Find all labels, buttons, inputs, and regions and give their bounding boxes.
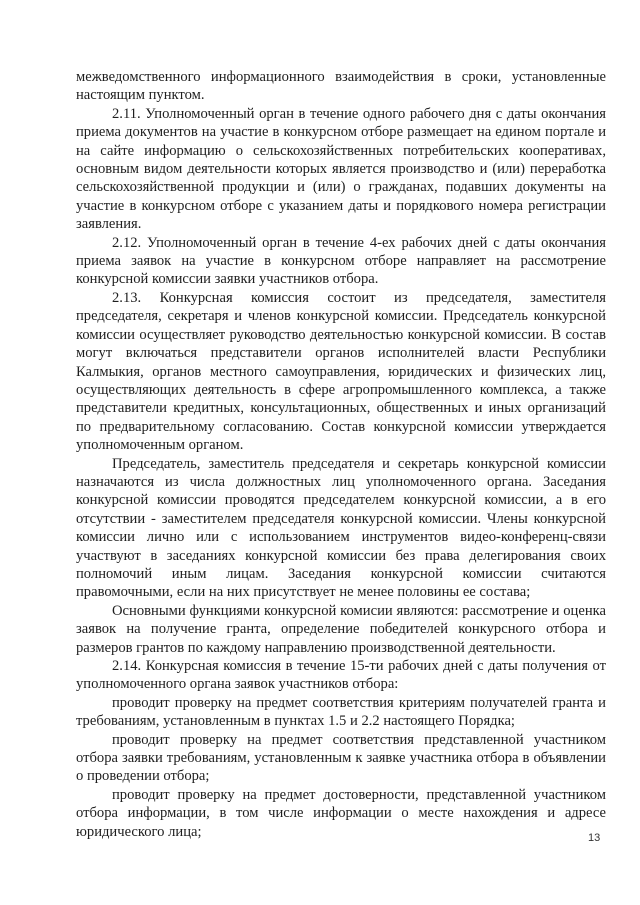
document-body bbox=[76, 68, 606, 841]
page-number: 13 bbox=[588, 832, 601, 844]
paragraph-2-14: 2.14. Конкурсная комиссия в течение 15-ти рабочих дней с даты получения от уполномоченного органа заявок участников отбора: bbox=[76, 658, 606, 693]
paragraph-continuation: межведомственного информационного взаимодействия в сроки, установленные настоящим пунктом. bbox=[76, 69, 606, 104]
paragraph-check-reliability: проводит проверку на предмет достоверности, представленной участником отбора информации, в том числе информации о месте нахождения и адресе юридического лица; bbox=[76, 786, 606, 840]
paragraph-check-criteria: проводит проверку на предмет соответствия критериям получателей гранта и требованиям, установленным в пунктах 1.5 и 2.2 настоящего Порядка; bbox=[76, 694, 606, 730]
paragraph-2-13: 2.13. Конкурсная комиссия состоит из председателя, заместителя председателя, секретаря и членов конкурсной комиссии. Председатель конкурсной комиссии осуществляет руководство деятельностью конкурсной комиссии. В состав могут включаться представители органов исполнителей власти Республики Калмыкия, органов местного самоуправления, юридических и физических лиц, осуществляющих деятельность в сфере агропромышленного комплекса, а также представители кредитных, консультационных, общественных и иных организаций по предварительному согласованию. Состав конкурсной комиссии утверждается уполномоченным органом. bbox=[76, 289, 606, 454]
paragraph-2-11: 2.11. Уполномоченный орган в течение одного рабочего дня с даты окончания приема документов на участие в конкурсном отборе размещает на едином портале и на сайте информацию о сельскохозяйственных потребительских кооперативах, основным видом деятельности которых является производство и (или) переработка сельскохозяйственной продукции и (или) о гражданах, подавших документы на участие в конкурсном отборе с указанием даты и порядкового номера регистрации заявления. bbox=[76, 105, 606, 233]
paragraph-commission-functions: Основными функциями конкурсной комисии являются: рассмотрение и оценка заявок на получение гранта, определение победителей конкурсного отбора и размеров грантов по каждому направлению производственной деятельности. bbox=[76, 602, 606, 656]
paragraph-check-application: проводит проверку на предмет соответствия представленной участником отбора заявки требованиям, установленным к заявке участника отбора в объявлении о проведении отбора; bbox=[76, 731, 606, 785]
paragraph-commission-chair: Председатель, заместитель председателя и секретарь конкурсной комиссии назначаются из числа должностных лиц уполномоченного органа. Заседания конкурсной комиссии проводятся председателем конкурсной комиссии, а в его отсутствии - заместителем председателя конкурсной комиссии. Члены конкурсной комиссии лично или с использованием инструментов видео-конференц-связи участвуют в заседаниях конкурсной комиссии без права делегирования своих полномочий иным лицам. Заседания конкурсной комиссии считаются правомочными, если на них присутствует не менее половины ее состава; bbox=[76, 455, 606, 601]
paragraph-2-12: 2.12. Уполномоченный орган в течение 4-ех рабочих дней с даты окончания приема заявок на участие в конкурсном отборе направляет на рассмотрение конкурсной комиссии заявки участников отбора. bbox=[76, 234, 606, 288]
